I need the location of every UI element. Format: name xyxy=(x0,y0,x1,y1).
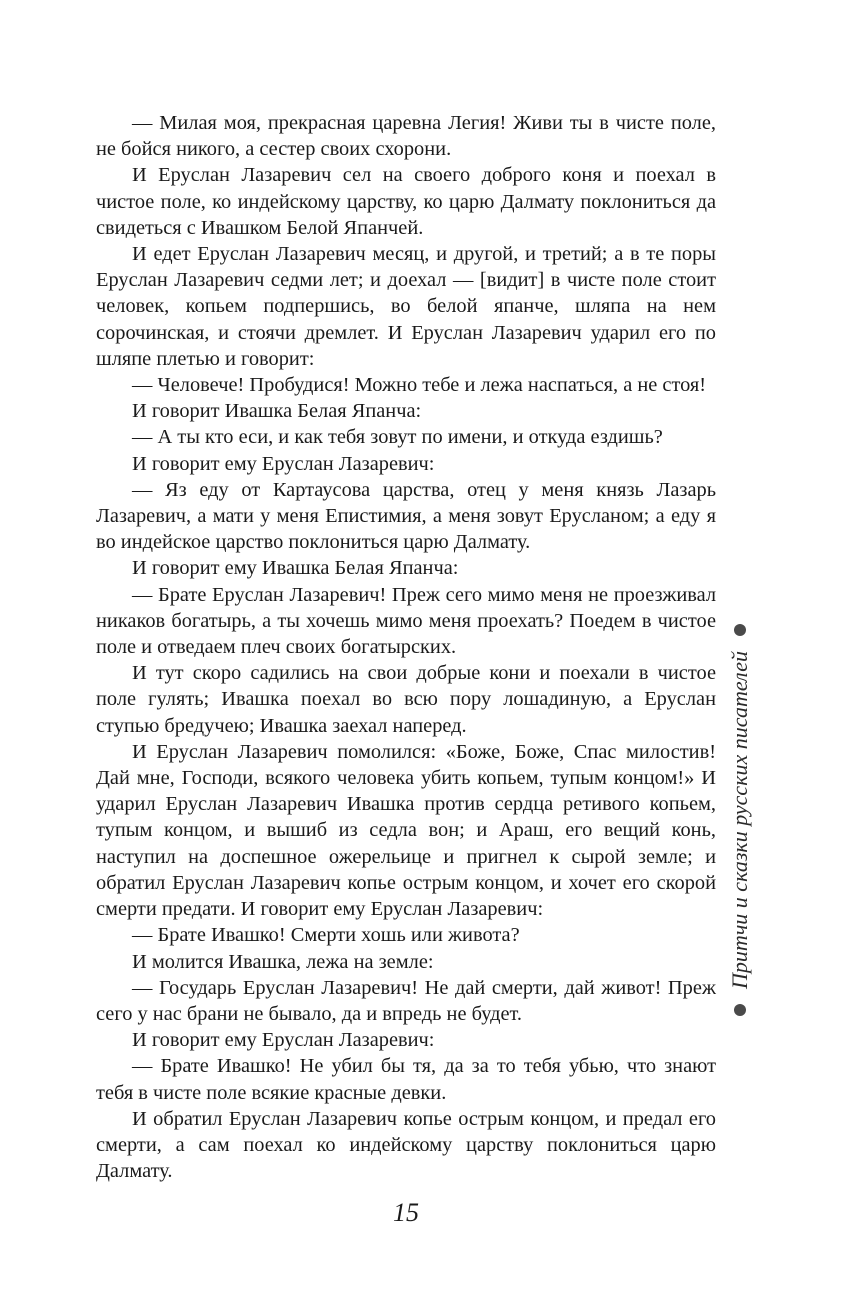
paragraph: И тут скоро садились на свои добрые кони и поехали в чистое поле гулять; Ивашка поехал во всю пору лошадиную, а Еруслан ступью бредучею; Ивашка заехал наперед. xyxy=(96,662,716,737)
bullet-dot-icon xyxy=(734,1004,746,1016)
paragraph: И говорит ему Ивашка Белая Япанча: xyxy=(132,557,459,580)
paragraph: И Еруслан Лазаревич помолился: «Боже, Боже, Спас милостив! Дай мне, Господи, всякого человека убить копьем, тупым концом!» И ударил Еруслан Лазаревич Ивашка против сердца ретивого копьем, тупым концом, и вышиб из седла вон; и Араш, его вещий конь, наступил на доспешное ожерельице и пригнел к сырой земле; и обратил Еруслан Лазаревич копье острым концом, и хочет его скорой смерти предати. И говорит ему Еруслан Лазаревич: xyxy=(96,740,716,921)
page-number: 15 xyxy=(393,1198,419,1227)
paragraph: — Брате Ивашко! Смерти хошь или живота? xyxy=(132,924,520,947)
paragraph: И говорит Ивашка Белая Япанча: xyxy=(132,400,422,423)
paragraph: И обратил Еруслан Лазаревич копье острым концом, и предал его смерти, а сам поехал ко индейскому царству поклониться царю Далмату. xyxy=(96,1107,716,1183)
paragraph: — Человече! Пробудися! Можно тебе и лежа наспаться, а не стоя! xyxy=(132,374,707,397)
paragraph: И говорит ему Еруслан Лазаревич: xyxy=(132,452,435,475)
paragraph: — Брате Ивашко! Не убил бы тя, да за то тебя убью, что знают тебя в чисте поле всякие красные девки. xyxy=(96,1055,716,1104)
paragraph: — Брате Еруслан Лазаревич! Преж сего мимо меня не проезживал никаков богатырь, а ты хочешь мимо меня проехать? Поедем в чистое поле и отведаем плеч своих богатырских. xyxy=(96,583,716,659)
paragraph: И Еруслан Лазаревич сел на своего доброго коня и поехал в чистое поле, ко индейскому царству, ко царю Далмату поклониться да свидеться с Ивашком Белой Япанчей. xyxy=(96,164,716,239)
bullet-dot-icon xyxy=(734,624,746,636)
paragraph: И едет Еруслан Лазаревич месяц, и другой, и третий; а в те поры Еруслан Лазаревич седми лет; и доехал — [видит] в чисте поле стоит человек, копьем подпершись, во белой япанче, шляпа на нем сорочинская, и стоячи дремлет. И Еруслан Лазаревич ударил его по шляпе плетью и говорит: xyxy=(96,243,716,370)
paragraph: — Яз еду от Картаусова царства, отец у меня князь Лазарь Лазаревич, а мати у меня Епистимия, а меня зовут Еруслaном; а еду я во индейское царство поклониться царю Далмату. xyxy=(96,478,716,554)
paragraph: И молится Ивашка, лежа на земле: xyxy=(132,950,434,973)
running-title-text: Притчи и сказки русских писателей xyxy=(727,651,752,989)
running-title xyxy=(721,624,759,1016)
paragraph: — Милая моя, прекрасная царевна Легия! Живи ты в чисте поле, не бойся никого, а сестер своих схорони. xyxy=(96,112,716,161)
paragraph: — А ты кто еси, и как тебя зовут по имени, и откуда ездишь? xyxy=(132,426,663,449)
paragraph: — Государь Еруслан Лазаревич! Не дай смерти, дай живот! Преж сего у нас брани не бывало, да и впредь не будет. xyxy=(96,976,716,1025)
paragraph: И говорит ему Еруслан Лазаревич: xyxy=(132,1029,435,1052)
page-text xyxy=(96,110,716,1184)
